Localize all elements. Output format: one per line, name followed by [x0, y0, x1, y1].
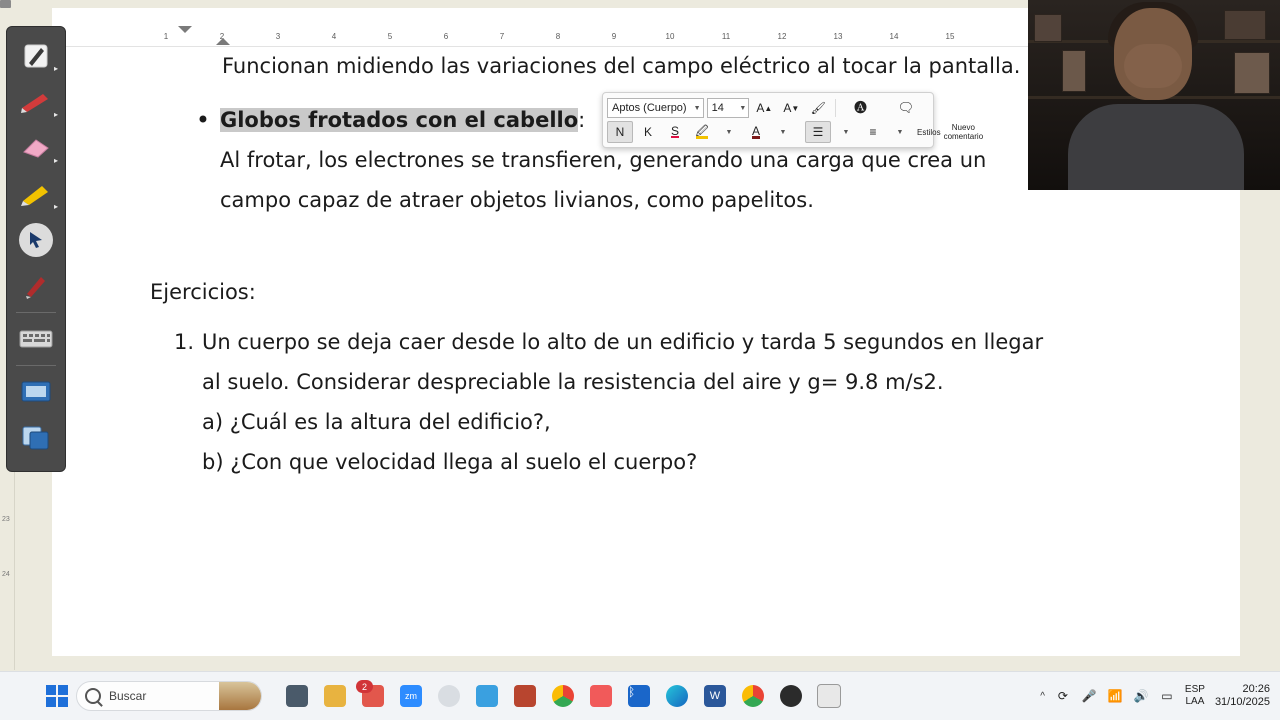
mail-app-button[interactable]	[816, 683, 842, 709]
font-color-icon: A	[751, 123, 760, 138]
mini-toolbar-row-2	[607, 120, 984, 144]
first-line-indent-marker[interactable]	[216, 38, 230, 45]
highlighter-icon	[19, 181, 53, 207]
pointer-selected-indicator	[19, 223, 53, 257]
ruler-tick: 3	[275, 31, 281, 41]
copy-tool[interactable]	[12, 415, 60, 461]
ruler-tick: 10	[665, 31, 675, 41]
section-heading: Ejercicios:	[150, 280, 256, 304]
search-placeholder: Buscar	[109, 689, 147, 703]
file-explorer-button[interactable]	[322, 683, 348, 709]
bold-button[interactable]: N	[607, 121, 633, 143]
search-thumbnail[interactable]	[219, 682, 261, 710]
ruler-tick: 14	[889, 31, 899, 41]
language-indicator[interactable]	[1185, 684, 1205, 708]
photos-app-button[interactable]	[588, 683, 614, 709]
mic-icon[interactable]: 🎤	[1081, 689, 1097, 703]
ruler-tick: 1	[163, 31, 169, 41]
screen-capture-tool[interactable]	[12, 369, 60, 415]
ruler-tick: 7	[499, 31, 505, 41]
chevron-right-icon[interactable]: ▸	[53, 110, 58, 119]
floating-mini-toolbar[interactable]	[602, 92, 984, 148]
ruler-tick: 13	[833, 31, 843, 41]
chevron-right-icon[interactable]: ▸	[53, 202, 58, 211]
record-app-button[interactable]	[778, 683, 804, 709]
ruler-tick: 11	[721, 31, 731, 41]
chrome-secondary-button[interactable]	[740, 683, 766, 709]
pen-tool[interactable]	[12, 33, 60, 79]
vruler-tick: 24	[2, 571, 10, 578]
search-icon	[85, 688, 101, 704]
language-line1: ESP	[1184, 684, 1205, 695]
ink-tools-toolbar[interactable]	[6, 26, 66, 472]
italic-button[interactable]: K	[643, 125, 652, 139]
underline-label: S	[670, 124, 679, 138]
underline-button[interactable]	[663, 122, 687, 142]
background-object	[1224, 10, 1266, 40]
taskbar-apps	[284, 683, 842, 709]
exercise-text: Un cuerpo se deja caer desde lo alto de un edificio y tarda 5 segundos en llegar al suelo. Considerar despreciable la resistencia del aire y g= 9.8 m/s2.	[202, 330, 1044, 394]
styles-icon: 🅐	[854, 100, 868, 115]
toolbar-divider	[16, 365, 56, 366]
messaging-app-button[interactable]	[360, 683, 386, 709]
vruler-tick: 23	[2, 516, 10, 523]
numbered-item	[150, 322, 1050, 482]
chevron-down-icon[interactable]: ▼	[739, 104, 747, 112]
edge-app-button[interactable]	[664, 683, 690, 709]
keyboard-icon	[19, 329, 53, 349]
clock-date: 31/10/2025	[1214, 696, 1270, 708]
highlight-icon: 🖉	[695, 123, 709, 138]
ruler-tick: 12	[777, 31, 787, 41]
toolbar-divider	[16, 312, 56, 313]
font-name-value: Aptos (Cuerpo)	[612, 102, 687, 114]
webcam-video[interactable]	[1028, 0, 1280, 190]
red-pen-icon	[19, 89, 53, 115]
ruler-tick: 5	[387, 31, 393, 41]
bullet-body-text: Al frotar, los electrones se transfieren, generando una carga que crea un campo capaz de atraer objetos livianos, como papelitos.	[220, 148, 987, 212]
new-comment-line2: comentario	[943, 132, 984, 141]
font-color-dropdown[interactable]: ▼	[779, 128, 787, 136]
styles-label: Estilos	[917, 127, 941, 137]
grow-font-icon[interactable]: A ▲	[756, 101, 773, 115]
grow-font-label: A	[756, 101, 765, 115]
font-color-button[interactable]	[744, 122, 768, 142]
browser-app-button[interactable]	[436, 683, 462, 709]
new-comment-icon: 🗨	[897, 100, 915, 115]
chevron-right-icon[interactable]: ▸	[53, 64, 58, 73]
pen-icon	[21, 41, 51, 71]
format-painter-icon[interactable]: 🖌	[810, 101, 826, 115]
highlighter-tool[interactable]	[12, 171, 60, 217]
copy-icon	[20, 424, 52, 452]
font-size-value: 14	[711, 102, 724, 114]
hanging-indent-marker[interactable]	[178, 26, 192, 33]
right-margin-strip	[1252, 190, 1280, 672]
notification-badge: 2	[356, 680, 373, 693]
battery-icon[interactable]: ▭	[1161, 689, 1173, 703]
windows-taskbar[interactable]	[0, 671, 1280, 720]
background-object	[1034, 14, 1062, 42]
paragraph-intro: Funcionan midiendo las variaciones del campo eléctrico al tocar la pantalla.	[222, 54, 1021, 78]
ruler-tick: 2	[219, 31, 225, 41]
ruler-tick: 9	[611, 31, 617, 41]
task-view-button[interactable]	[284, 683, 310, 709]
highlighted-bold-text: Globos frotados con el cabello	[220, 108, 579, 132]
red-pen-tool[interactable]	[12, 79, 60, 125]
new-comment-line1: Nuevo	[951, 123, 975, 132]
language-line2: LAA	[1185, 696, 1205, 707]
select-pointer-tool[interactable]	[12, 217, 60, 263]
new-comment-label	[944, 123, 984, 141]
numbering-dropdown[interactable]: ▼	[896, 128, 904, 136]
bluetooth-app-button[interactable]: ᛒ	[626, 683, 652, 709]
right-indent-marker[interactable]	[0, 0, 11, 8]
list-number: 1.	[173, 330, 194, 354]
ruler-tick: 8	[555, 31, 561, 41]
keyboard-tool[interactable]	[12, 316, 60, 362]
sync-icon[interactable]: ⟳	[1057, 689, 1068, 703]
person-body	[1068, 104, 1244, 190]
system-tray	[1040, 683, 1280, 709]
ink-pen-tool[interactable]	[12, 263, 60, 309]
taskbar-left-group	[0, 681, 842, 711]
paragraph-spacer	[150, 220, 1050, 272]
tray-overflow-icon[interactable]: ^	[1040, 690, 1045, 702]
exercise-item-b: b) ¿Con que velocidad llega al suelo el cuerpo?	[202, 450, 698, 474]
background-object	[1062, 50, 1086, 92]
styles-button[interactable]	[841, 101, 880, 115]
chrome-app-button[interactable]	[550, 683, 576, 709]
wifi-icon[interactable]: 📶	[1107, 689, 1123, 703]
search-input[interactable]	[76, 681, 262, 711]
numbering-button[interactable]: ≡	[869, 125, 877, 139]
ink-pen-icon	[21, 272, 51, 300]
maps-app-button[interactable]	[474, 683, 500, 709]
bullet-marker: •	[195, 106, 211, 134]
highlight-color-button[interactable]	[690, 122, 714, 142]
font-name-combobox[interactable]	[607, 98, 704, 118]
cursor-arrow-icon	[27, 231, 45, 249]
bullets-dropdown[interactable]: ▼	[842, 128, 850, 136]
bullet-colon: :	[578, 108, 586, 132]
zoom-app-button[interactable]: zm	[398, 683, 424, 709]
eraser-icon	[20, 136, 52, 160]
person-face-shading	[1124, 44, 1182, 88]
eraser-tool[interactable]	[12, 125, 60, 171]
font-size-combobox[interactable]	[707, 98, 750, 118]
numbered-item-body	[202, 322, 1050, 482]
mini-toolbar-row-1	[607, 96, 929, 120]
chevron-down-icon[interactable]: ▼	[693, 104, 701, 112]
toolbar-divider	[835, 99, 836, 117]
vertical-ruler-line	[14, 470, 15, 670]
bullets-button[interactable]: ☰	[805, 121, 831, 143]
exercise-item-a: a) ¿Cuál es la altura del edificio?,	[202, 410, 551, 434]
clock-time: 20:26	[1242, 683, 1270, 695]
shrink-font-label: A	[783, 101, 792, 115]
word-app-button[interactable]: W	[702, 683, 728, 709]
ruler-tick: 15	[945, 31, 955, 41]
start-button[interactable]	[46, 685, 68, 707]
background-object	[1234, 52, 1270, 94]
ruler-tick: 4	[331, 31, 337, 41]
clock[interactable]	[1215, 683, 1270, 709]
highlight-dropdown[interactable]: ▼	[725, 128, 733, 136]
ruler-tick: 6	[443, 31, 449, 41]
new-comment-button[interactable]	[883, 101, 929, 115]
media-app-button[interactable]	[512, 683, 538, 709]
screen-capture-icon	[20, 379, 52, 405]
shrink-font-icon[interactable]: A ▼	[783, 101, 800, 115]
chevron-right-icon[interactable]: ▸	[53, 156, 58, 165]
volume-icon[interactable]: 🔊	[1133, 689, 1149, 703]
